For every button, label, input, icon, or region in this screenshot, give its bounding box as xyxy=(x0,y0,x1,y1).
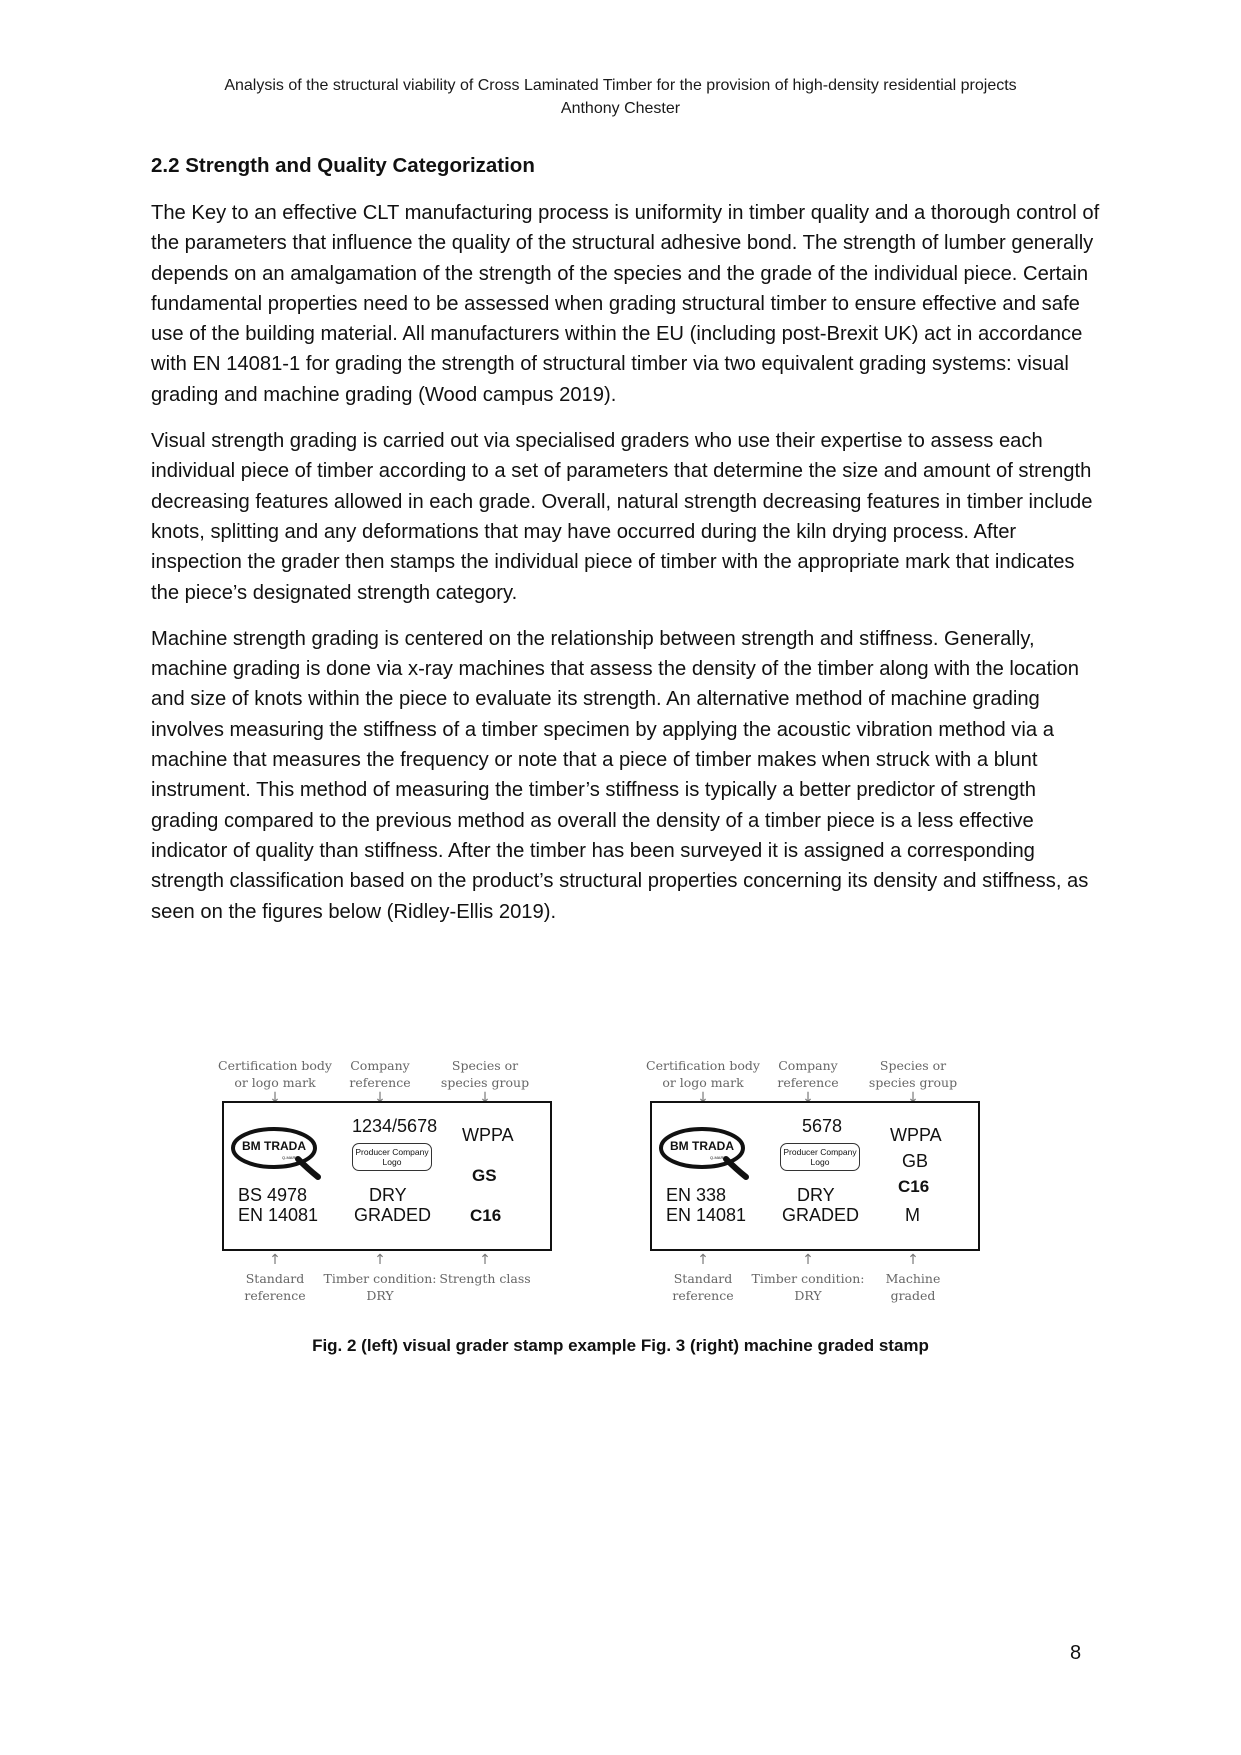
species: WPPA xyxy=(462,1125,514,1145)
standard-1: BS 4978 xyxy=(238,1185,308,1205)
stamp-box xyxy=(650,1101,980,1251)
down-arrow-icon: ↓ xyxy=(479,1090,491,1106)
producer-logo-placeholder xyxy=(352,1143,432,1171)
standard-1: EN 338 xyxy=(666,1185,727,1205)
figure-machine-graded-stamp xyxy=(646,1046,988,1303)
section-heading: 2.2 Strength and Quality Categorization xyxy=(151,154,535,177)
label-strength-class: Strength class xyxy=(439,1271,531,1286)
up-arrow-icon: ↑ xyxy=(479,1252,491,1268)
label-standard-reference: Standard reference xyxy=(672,1271,734,1303)
body-text xyxy=(151,198,1101,943)
company-reference: 5678 xyxy=(802,1116,843,1136)
producer-logo-text: Producer Company Logo xyxy=(783,1147,857,1167)
paragraph: The Key to an effective CLT manufacturing process is uniformity in timber quality and a thorough control of the parameters that influence the quality of the structural adhesive bond. The strength of lumber generally depends on an amalgamation of the strength of the species and the grade of the individual piece. Certain fundamental properties need to be assessed when grading structural timber to ensure effective and safe use of the building material. All manufacturers within the EU (including post-Brexit UK) act in accordance with EN 14081-1 for grading the strength of structural timber via two equivalent grading systems: visual grading and machine grading (Wood campus 2019). xyxy=(151,202,1100,406)
producer-logo-text: Producer Company Logo xyxy=(355,1147,429,1167)
label-machine-graded: Machine graded xyxy=(885,1271,941,1303)
label-company-reference: Company reference xyxy=(777,1058,839,1090)
down-arrow-icon: ↓ xyxy=(374,1090,386,1106)
label-company-reference: Company reference xyxy=(349,1058,411,1090)
stamp-box xyxy=(222,1101,552,1251)
up-arrow-icon: ↑ xyxy=(374,1252,386,1268)
up-arrow-icon: ↑ xyxy=(697,1252,709,1268)
logo-text: BM TRADA xyxy=(670,1139,734,1153)
down-arrow-icon: ↓ xyxy=(907,1090,919,1106)
bm-trada-logo-icon xyxy=(656,1121,752,1181)
condition-2: GRADED xyxy=(354,1205,432,1225)
page-number: 8 xyxy=(1070,1642,1082,1664)
machine-mark: M xyxy=(905,1205,920,1225)
label-timber-condition: Timber condition: DRY xyxy=(323,1271,437,1303)
label-certification-body: Certification body or logo mark xyxy=(646,1058,760,1090)
condition-1: DRY xyxy=(369,1185,407,1205)
up-arrow-icon: ↑ xyxy=(269,1252,281,1268)
producer-logo-placeholder xyxy=(780,1143,860,1171)
label-standard-reference: Standard reference xyxy=(244,1271,306,1303)
condition-1: DRY xyxy=(797,1185,835,1205)
species-group: GB xyxy=(902,1151,929,1171)
label-certification-body: Certification body or logo mark xyxy=(218,1058,332,1090)
paragraph: Visual strength grading is carried out via specialised graders who use their expertise to assess each individual piece of timber according to a set of parameters that determine the size and amount of strength decreasing features allowed in each grade. Overall, natural strength decreasing features in timber include knots, splitting and any deformations that may have occurred during the kiln drying process. After inspection the grader then stamps the individual piece of timber with the appropriate mark that indicates the piece’s designated strength category. xyxy=(151,430,1093,604)
up-arrow-icon: ↑ xyxy=(802,1252,814,1268)
label-timber-condition: Timber condition: DRY xyxy=(751,1271,865,1303)
running-header xyxy=(0,74,1241,120)
down-arrow-icon: ↓ xyxy=(802,1090,814,1106)
grade-method: GS xyxy=(472,1166,497,1185)
header-author: Anthony Chester xyxy=(560,100,681,117)
logo-text: BM TRADA xyxy=(242,1139,306,1153)
strength-class: C16 xyxy=(470,1206,502,1225)
bm-trada-logo-icon xyxy=(228,1121,324,1181)
figure-visual-grader-stamp xyxy=(218,1046,560,1303)
paragraph: Machine strength grading is centered on the relationship between strength and stiffness. Generally, machine grading is done via x-ray machines that assess the density of the timber along with the location and size of knots within the piece to evaluate its strength. An alternative method of machine grading involves measuring the stiffness of a timber specimen by applying the acoustic vibration method via a machine that measures the frequency or note that a piece of timber makes when struck with a blunt instrument. This method of measuring the timber’s stiffness is typically a better predictor of strength grading compared to the previous method as overall the density of a timber piece is a less effective indicator of quality than stiffness. After the timber has been surveyed it is assigned a corresponding strength classification based on the product’s structural properties concerning its density and stiffness, as seen on the figures below (Ridley-Ellis 2019). xyxy=(151,627,1089,923)
label-species-group: Species or species group xyxy=(440,1058,530,1090)
strength-class: C16 xyxy=(898,1177,930,1196)
header-title: Analysis of the structural viability of Cross Laminated Timber for the provision of high-density residential projects xyxy=(224,77,1017,94)
down-arrow-icon: ↓ xyxy=(697,1090,709,1106)
standard-2: EN 14081 xyxy=(238,1205,319,1225)
condition-2: GRADED xyxy=(782,1205,860,1225)
company-reference: 1234/5678 xyxy=(352,1116,438,1136)
figure-caption: Fig. 2 (left) visual grader stamp example Fig. 3 (right) machine graded stamp xyxy=(312,1336,929,1355)
species: WPPA xyxy=(890,1125,942,1145)
up-arrow-icon: ↑ xyxy=(907,1252,919,1268)
logo-subtext: Q-MARK xyxy=(282,1155,298,1160)
standard-2: EN 14081 xyxy=(666,1205,747,1225)
logo-subtext: Q-MARK xyxy=(710,1155,726,1160)
down-arrow-icon: ↓ xyxy=(269,1090,281,1106)
label-species-group: Species or species group xyxy=(868,1058,958,1090)
